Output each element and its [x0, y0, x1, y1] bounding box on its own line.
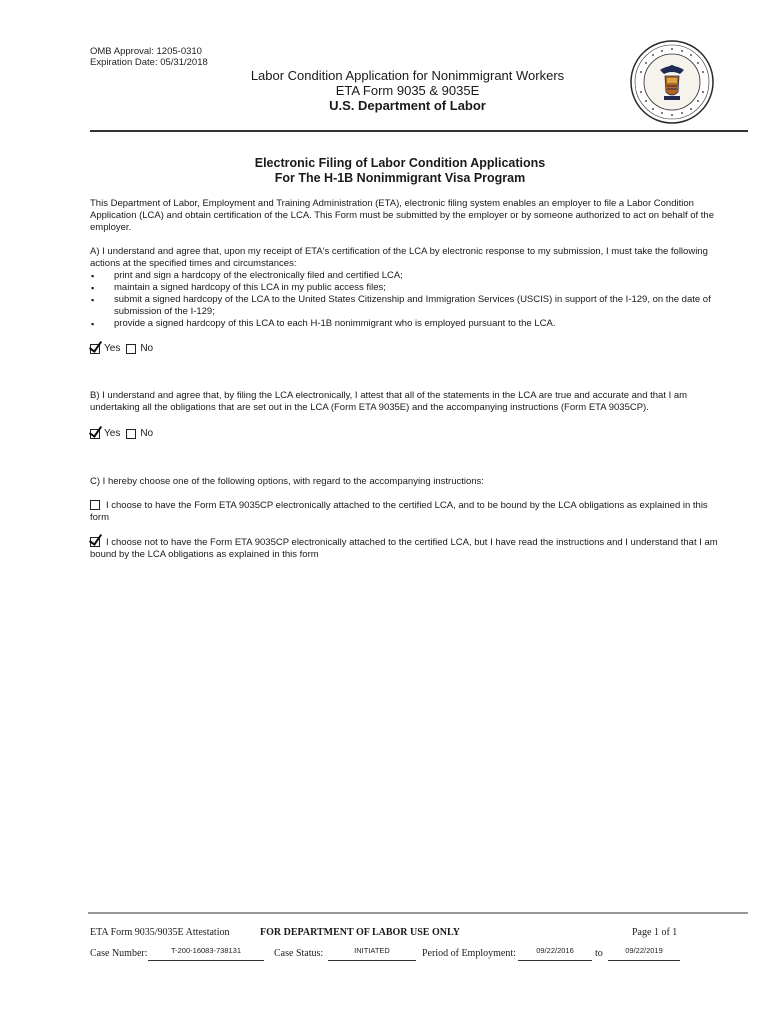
footer-form-name: ETA Form 9035/9035E Attestation	[90, 927, 230, 938]
case-status-value: INITIATED	[354, 946, 390, 955]
section-a-answer	[90, 342, 153, 356]
case-number-field	[148, 946, 264, 961]
period-start-value: 09/22/2016	[536, 946, 574, 955]
intro-paragraph: This Department of Labor, Employment and Training Administration (ETA), electronic filing system enables an employer to file a Labor Condition Application (LCA) and obtain certification of the LCA. This Form must be submitted by the employer or by someone authorized to act on behalf of the employer.	[90, 198, 714, 233]
department-seal-icon	[630, 40, 714, 124]
form-title: Labor Condition Application for Nonimmigrant Workers	[250, 68, 565, 83]
section-b-no-checkbox[interactable]	[126, 429, 136, 439]
omb-info	[90, 46, 208, 68]
option-2-checkbox[interactable]	[90, 537, 100, 547]
dol-use-only: FOR DEPARTMENT OF LABOR USE ONLY	[260, 927, 460, 938]
section-b-yes-checkbox[interactable]	[90, 429, 100, 439]
page-number: Page 1 of 1	[632, 927, 678, 938]
section-a-no-label: No	[140, 343, 154, 354]
section-c-option-2	[90, 537, 718, 561]
footer-divider	[88, 912, 748, 914]
case-status-label: Case Status:	[274, 948, 324, 959]
list-item: ▪ maintain a signed hardcopy of this LCA in my public access files;	[90, 282, 718, 294]
title-line-2: For The H-1B Nonimmigrant Visa Program	[274, 171, 526, 185]
section-b-yes-label: Yes	[104, 428, 121, 439]
period-end-field	[608, 946, 680, 961]
section-b-text: B) I understand and agree that, by filing the LCA electronically, I attest that all of the statements in the LCA are true and accurate and that I am undertaking all the obligations that are set out in the LCA (Form ETA 9035E) and the accompanying instructions (Form ETA 9035CP).	[90, 390, 688, 413]
title-line-1: Electronic Filing of Labor Condition Applications	[254, 156, 546, 170]
form-number: ETA Form 9035 & 9035E	[335, 83, 480, 98]
header-divider	[90, 130, 748, 132]
section-a-yes-checkbox[interactable]	[90, 344, 100, 354]
section-a-text: A) I understand and agree that, upon my receipt of ETA's certification of the LCA by electronic response to my submission, I must take the following actions at the specified times and circumstances:	[90, 246, 708, 269]
case-number-label: Case Number:	[90, 948, 148, 959]
case-number-value: T-200-16083-738131	[170, 946, 242, 955]
section-c-text: C) I hereby choose one of the following options, with regard to the accompanying instructions:	[90, 476, 484, 487]
period-to-label: to	[595, 948, 603, 959]
section-a-yes-label: Yes	[104, 343, 121, 354]
option-1-label: I choose to have the Form ETA 9035CP electronically attached to the certified LCA, and to be bound by the LCA obligations as explained in this form	[90, 500, 708, 523]
section-c-option-1	[90, 500, 718, 524]
section-a-no-checkbox[interactable]	[126, 344, 136, 354]
list-item: ▪ submit a signed hardcopy of the LCA to the United States Citizenship and Immigration Services (USCIS) in support of the I-129, on the date of submission of the I-129;	[90, 294, 718, 318]
expiration-date: Expiration Date: 05/31/2018	[90, 57, 208, 68]
document-title	[150, 156, 650, 186]
omb-approval: OMB Approval: 1205-0310	[90, 46, 202, 57]
list-item: ▪ print and sign a hardcopy of the electronically filed and certified LCA;	[90, 270, 718, 282]
section-b-answer	[90, 427, 153, 441]
case-status-field	[328, 946, 416, 961]
department-name: U.S. Department of Labor	[329, 98, 486, 113]
option-1-checkbox[interactable]	[90, 500, 100, 510]
section-a-bullets	[90, 270, 718, 330]
form-header	[200, 68, 615, 114]
list-item: ▪ provide a signed hardcopy of this LCA to each H-1B nonimmigrant who is employed pursuant to the LCA.	[90, 318, 718, 330]
section-b-no-label: No	[140, 428, 154, 439]
period-end-value: 09/22/2019	[625, 946, 663, 955]
option-2-label: I choose not to have the Form ETA 9035CP electronically attached to the certified LCA, but I have read the instructions and I understand that I am bound by the LCA obligations as explained in this form	[90, 537, 718, 560]
period-start-field	[518, 946, 592, 961]
period-label: Period of Employment:	[422, 948, 516, 959]
